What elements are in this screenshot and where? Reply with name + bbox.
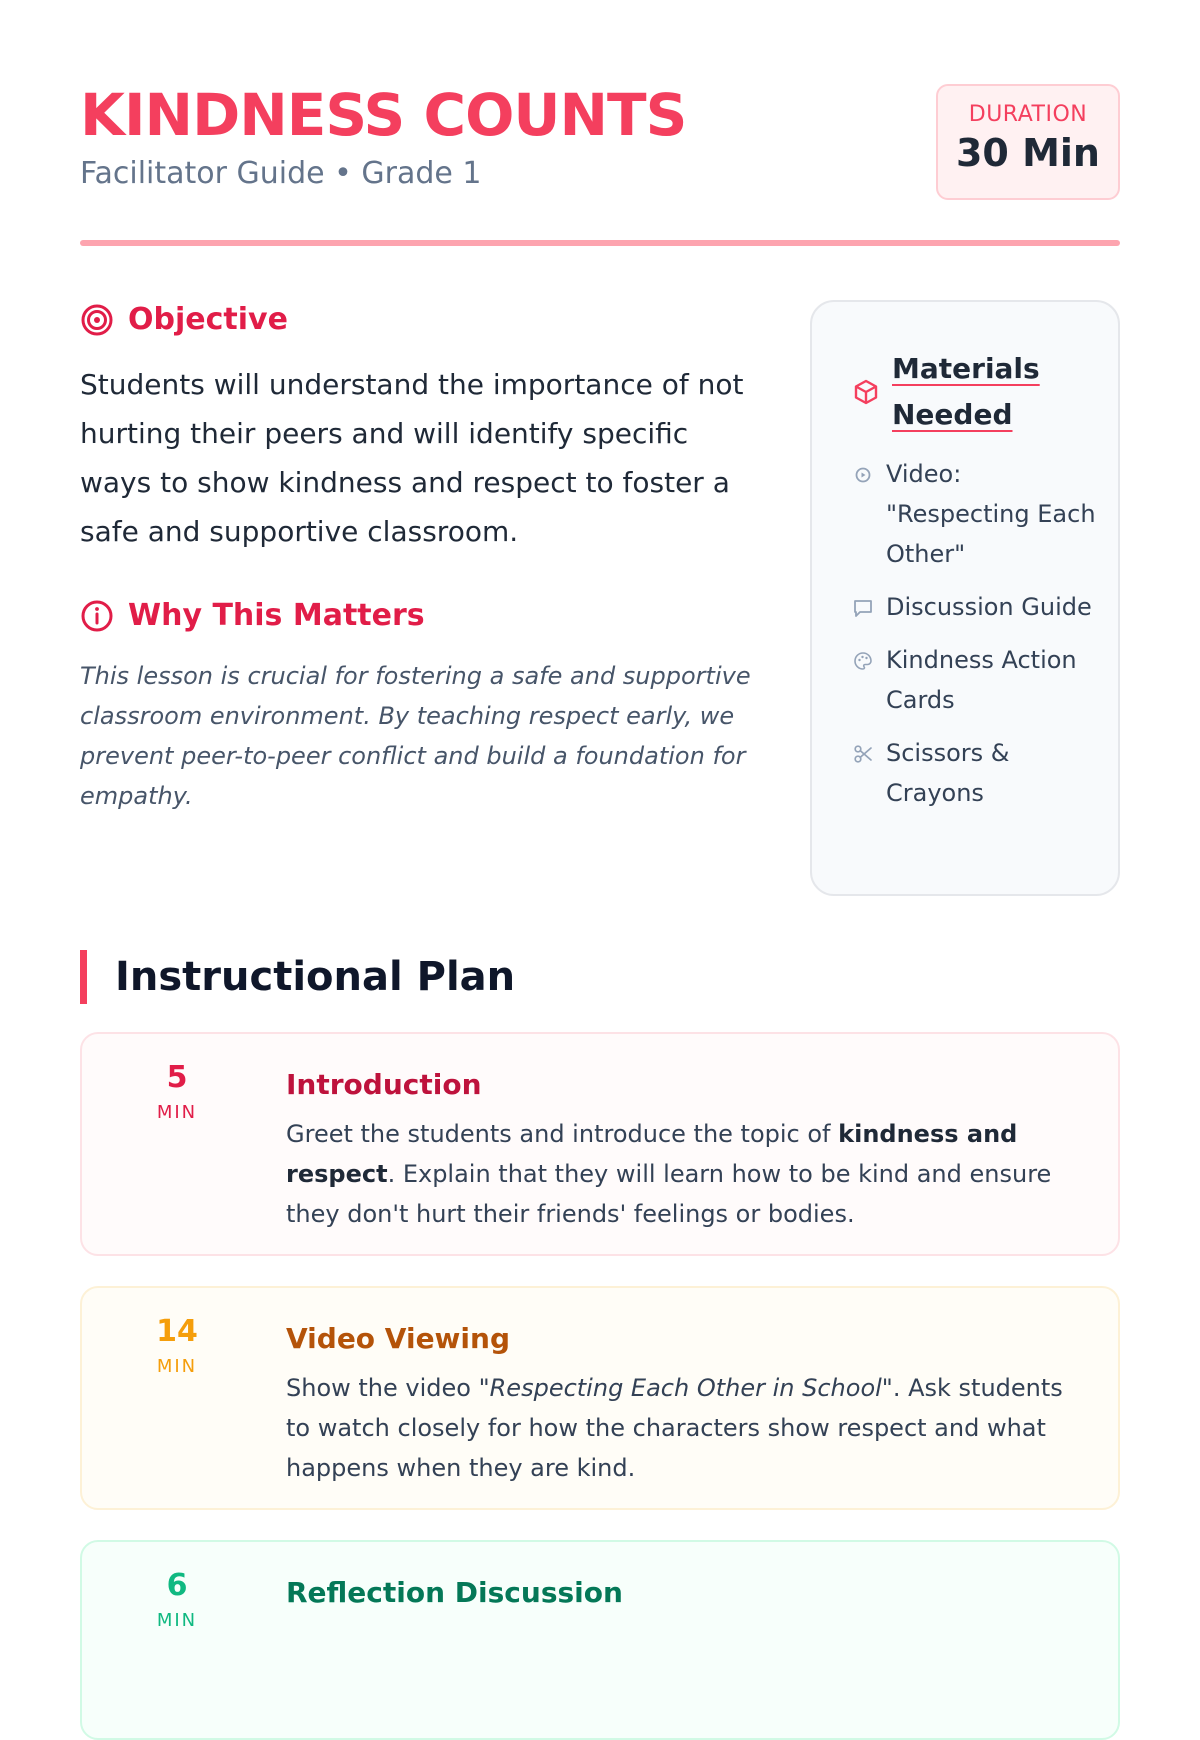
box-icon bbox=[852, 378, 880, 406]
step-minutes: 14 bbox=[156, 1314, 198, 1349]
why-heading bbox=[80, 598, 425, 633]
why-title: Why This Matters bbox=[128, 598, 425, 633]
duration-label: DURATION bbox=[968, 102, 1088, 127]
page-subtitle: Facilitator Guide • Grade 1 bbox=[80, 156, 482, 191]
objective-title: Objective bbox=[128, 302, 288, 337]
step-minutes: 5 bbox=[166, 1060, 188, 1095]
step-minutes: 6 bbox=[166, 1568, 188, 1603]
step-description bbox=[286, 1368, 1086, 1488]
materials-list bbox=[852, 454, 1102, 826]
step-unit: MIN bbox=[156, 1356, 198, 1377]
lesson-page bbox=[80, 0, 1120, 1631]
material-label: Scissors & Crayons bbox=[886, 739, 1010, 807]
play-icon bbox=[852, 464, 874, 486]
step-desc-text: Greet the students and introduce the topic of bbox=[286, 1120, 839, 1148]
list-item bbox=[852, 587, 1102, 627]
palette-icon bbox=[852, 650, 874, 672]
material-label: Video: "Respecting Each Other" bbox=[886, 460, 1096, 568]
page-title: KINDNESS COUNTS bbox=[80, 81, 687, 149]
step-time bbox=[102, 1060, 252, 1123]
step-title: Video Viewing bbox=[286, 1322, 510, 1355]
list-item bbox=[852, 454, 1102, 574]
scissors-icon bbox=[852, 743, 874, 765]
material-label: Kindness Action Cards bbox=[886, 646, 1077, 714]
step-desc-text: . Explain that they will learn how to be kind and ensure they don't hurt their friends' feelings or bodies. bbox=[286, 1160, 1052, 1228]
step-unit: MIN bbox=[156, 1610, 198, 1631]
plan-heading bbox=[80, 950, 515, 1004]
header bbox=[80, 80, 1120, 210]
step-title: Reflection Discussion bbox=[286, 1576, 623, 1609]
info-icon bbox=[80, 599, 114, 633]
objective-text: Students will understand the importance of not hurting their peers and will identify specific ways to show kindness and respect to foster a safe and supportive classroom. bbox=[80, 368, 744, 548]
step-title: Introduction bbox=[286, 1068, 482, 1101]
plan-title: Instructional Plan bbox=[115, 954, 516, 1000]
material-label: Discussion Guide bbox=[886, 593, 1092, 621]
plan-step-introduction bbox=[80, 1032, 1120, 1256]
materials-card bbox=[810, 300, 1120, 896]
step-desc-italic: "Respecting Each Other in School" bbox=[478, 1374, 893, 1402]
step-desc-text: Show the video bbox=[286, 1374, 479, 1402]
plan-step-reflection-discussion bbox=[80, 1540, 1120, 1740]
step-desc-bold: kindness and respect bbox=[286, 1120, 1018, 1188]
chat-icon bbox=[852, 597, 874, 619]
objective-heading bbox=[80, 302, 288, 337]
materials-heading bbox=[852, 346, 1052, 438]
step-desc-text: . Ask students to watch closely for how the characters show respect and what happens when they are kind. bbox=[286, 1374, 1063, 1482]
duration-badge bbox=[936, 84, 1120, 200]
header-divider bbox=[80, 240, 1120, 246]
materials-title: Materials Needed bbox=[892, 352, 1040, 431]
step-unit: MIN bbox=[156, 1102, 198, 1123]
why-text: This lesson is crucial for fostering a safe and supportive classroom environment. By teaching respect early, we prevent peer-to-peer conflict and build a foundation for empathy. bbox=[80, 662, 751, 810]
duration-value: 30 Min bbox=[955, 131, 1100, 175]
step-time bbox=[102, 1568, 252, 1631]
target-icon bbox=[80, 303, 114, 337]
plan-step-video-viewing bbox=[80, 1286, 1120, 1510]
step-time bbox=[102, 1314, 252, 1377]
list-item bbox=[852, 733, 1102, 813]
list-item bbox=[852, 640, 1102, 720]
step-description bbox=[286, 1114, 1086, 1234]
